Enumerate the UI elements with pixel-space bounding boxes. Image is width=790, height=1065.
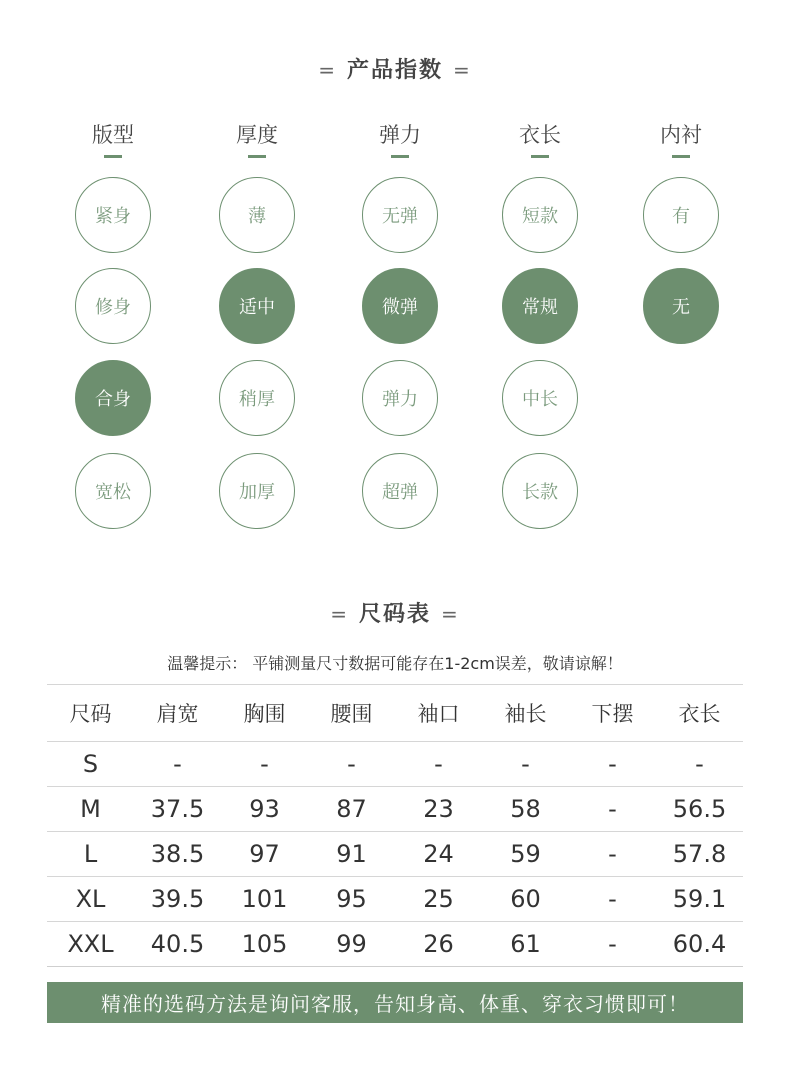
table-body — [47, 742, 743, 967]
index-option: 修身 — [75, 268, 151, 344]
index-option: 紧身 — [75, 177, 151, 253]
table-cell: - — [134, 742, 221, 787]
table-cell: - — [569, 832, 656, 877]
size-table — [47, 684, 743, 967]
table-cell: 59.1 — [656, 877, 743, 922]
index-option: 薄 — [219, 177, 295, 253]
product-index-title — [0, 53, 790, 84]
table-cell: 91 — [308, 832, 395, 877]
table-cell: 39.5 — [134, 877, 221, 922]
table-cell: 95 — [308, 877, 395, 922]
index-column-header — [641, 120, 721, 158]
title-deco-right: = — [453, 58, 472, 82]
column-underline — [104, 155, 122, 158]
table-cell: 60 — [482, 877, 569, 922]
table-cell: 60.4 — [656, 922, 743, 967]
table-cell: - — [656, 742, 743, 787]
index-option-selected: 适中 — [219, 268, 295, 344]
size-chart-title-text: 尺码表 — [358, 602, 431, 627]
index-option: 短款 — [502, 177, 578, 253]
index-option: 加厚 — [219, 453, 295, 529]
title-deco-left: = — [330, 602, 349, 626]
size-label-cell: M — [47, 787, 134, 832]
table-cell: 23 — [395, 787, 482, 832]
table-cell: - — [569, 742, 656, 787]
table-row — [47, 922, 743, 967]
index-option-selected: 常规 — [502, 268, 578, 344]
index-option: 弹力 — [362, 360, 438, 436]
table-cell: 40.5 — [134, 922, 221, 967]
index-option: 超弹 — [362, 453, 438, 529]
size-label-cell: L — [47, 832, 134, 877]
table-cell: 25 — [395, 877, 482, 922]
index-option-selected: 微弹 — [362, 268, 438, 344]
column-header: 下摆 — [569, 685, 656, 742]
index-option: 稍厚 — [219, 360, 295, 436]
column-underline — [531, 155, 549, 158]
column-header: 尺码 — [47, 685, 134, 742]
title-deco-right: = — [441, 602, 460, 626]
table-cell: 37.5 — [134, 787, 221, 832]
table-cell: 105 — [221, 922, 308, 967]
column-underline — [248, 155, 266, 158]
table-cell: 58 — [482, 787, 569, 832]
index-option: 有 — [643, 177, 719, 253]
table-cell: 56.5 — [656, 787, 743, 832]
index-column-label: 版型 — [92, 123, 134, 147]
table-cell: 93 — [221, 787, 308, 832]
index-column-label: 弹力 — [379, 123, 421, 147]
index-option: 长款 — [502, 453, 578, 529]
index-option: 宽松 — [75, 453, 151, 529]
index-column-header — [73, 120, 153, 158]
table-cell: 101 — [221, 877, 308, 922]
product-index-title-text: 产品指数 — [346, 58, 443, 83]
column-header: 腰围 — [308, 685, 395, 742]
size-label-cell: XXL — [47, 922, 134, 967]
index-column-header — [360, 120, 440, 158]
table-cell: - — [308, 742, 395, 787]
table-cell: - — [569, 922, 656, 967]
measurement-tip: 温馨提示： 平铺测量尺寸数据可能存在1-2cm误差，敬请谅解！ — [167, 654, 623, 673]
column-header: 胸围 — [221, 685, 308, 742]
table-row — [47, 832, 743, 877]
column-header: 袖口 — [395, 685, 482, 742]
table-cell: 97 — [221, 832, 308, 877]
size-chart-title — [0, 597, 790, 628]
table-cell: 61 — [482, 922, 569, 967]
column-header: 肩宽 — [134, 685, 221, 742]
index-column-header — [217, 120, 297, 158]
table-cell: 57.8 — [656, 832, 743, 877]
table-cell: 26 — [395, 922, 482, 967]
table-row — [47, 877, 743, 922]
index-column-label: 内衬 — [660, 123, 702, 147]
table-cell: - — [569, 787, 656, 832]
index-column-label: 厚度 — [236, 123, 278, 147]
table-cell: - — [221, 742, 308, 787]
table-cell: - — [395, 742, 482, 787]
index-option-selected: 无 — [643, 268, 719, 344]
title-deco-left: = — [318, 58, 337, 82]
index-column-header — [500, 120, 580, 158]
size-label-cell: XL — [47, 877, 134, 922]
table-cell: 24 — [395, 832, 482, 877]
table-row — [47, 787, 743, 832]
table-cell: 38.5 — [134, 832, 221, 877]
table-cell: 99 — [308, 922, 395, 967]
table-cell: - — [569, 877, 656, 922]
table-cell: 87 — [308, 787, 395, 832]
footer-banner: 精准的选码方法是询问客服，告知身高、体重、穿衣习惯即可！ — [47, 982, 743, 1023]
column-underline — [391, 155, 409, 158]
table-cell: 59 — [482, 832, 569, 877]
size-label-cell: S — [47, 742, 134, 787]
column-underline — [672, 155, 690, 158]
index-option-selected: 合身 — [75, 360, 151, 436]
table-cell: - — [482, 742, 569, 787]
index-column-label: 衣长 — [519, 123, 561, 147]
index-option: 中长 — [502, 360, 578, 436]
column-header: 袖长 — [482, 685, 569, 742]
index-option: 无弹 — [362, 177, 438, 253]
column-header: 衣长 — [656, 685, 743, 742]
table-header-row — [47, 685, 743, 742]
table-row — [47, 742, 743, 787]
